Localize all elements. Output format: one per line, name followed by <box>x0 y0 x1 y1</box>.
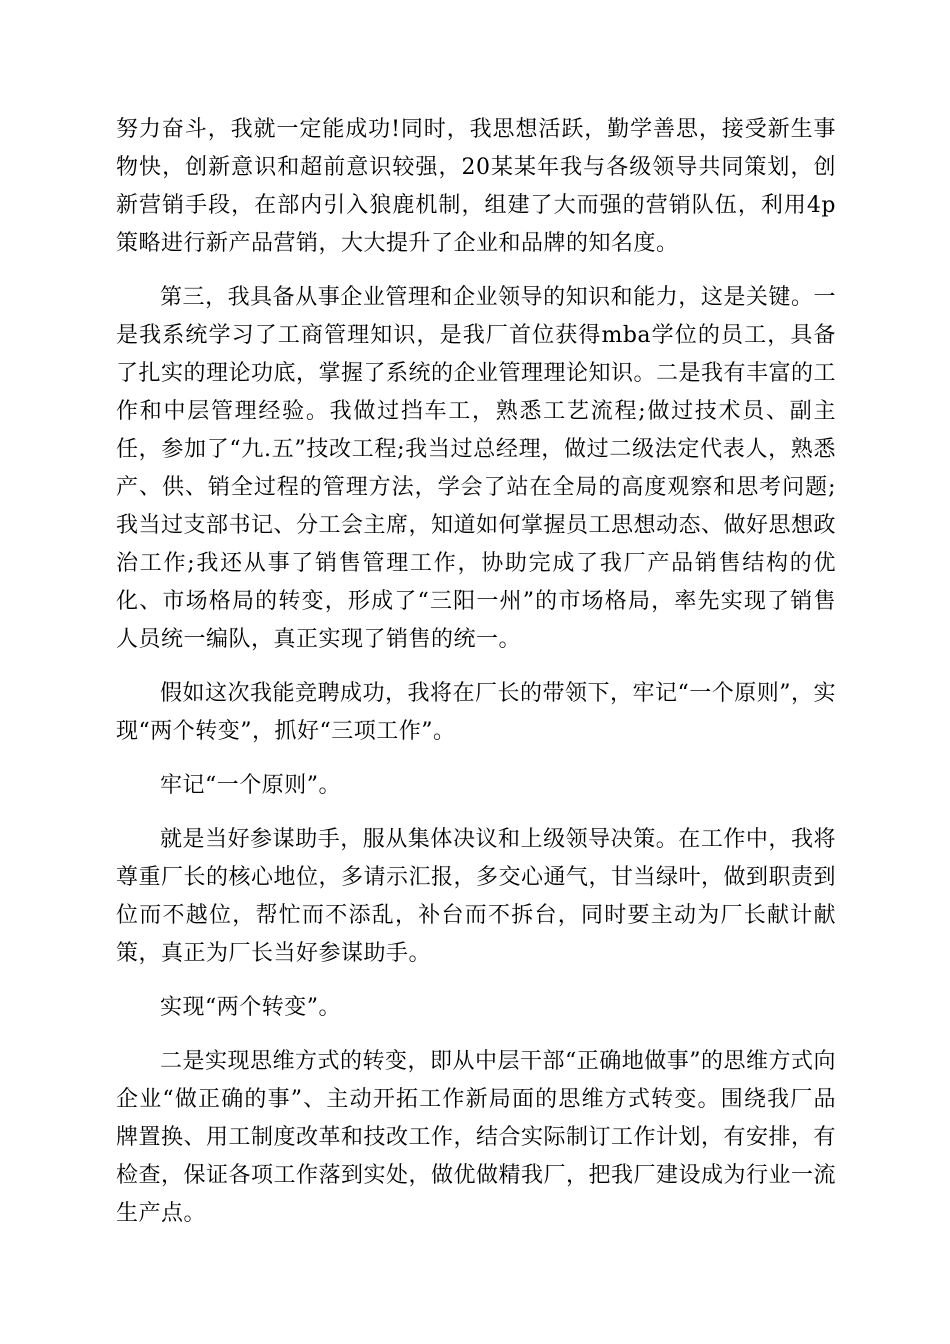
paragraph-5: 就是当好参谋助手，服从集体决议和上级领导决策。在工作中，我将尊重厂长的核心地位，多请示汇报，多交心通气，甘当绿叶，做到职责到位而不越位，帮忙而不添乱，补台而不拆台，同时要主动为厂长献计献策，真正为厂长当好参谋助手。 <box>116 827 837 966</box>
paragraph-7: 二是实现思维方式的转变，即从中层干部“正确地做事”的思维方式向企业“做正确的事”、主动开拓工作新局面的思维方式转变。围绕我厂品牌置换、用工制度改革和技改工作，结合实际制订工作计划，有安排，有检查，保证各项工作落到实处，做优做精我厂，把我厂建设成为行业一流生产点。 <box>116 1049 837 1226</box>
document-body <box>116 111 836 1249</box>
paragraph-1: 努力奋斗，我就一定能成功!同时，我思想活跃，勤学善思，接受新生事物快，创新意识和超前意识较强，20某某年我与各级领导共同策划，创新营销手段，在部内引入狼鹿机制，组建了大而强的营销队伍，利用4p策略进行新产品营销，大大提升了企业和品牌的知名度。 <box>116 117 836 256</box>
paragraph-6: 实现“两个转变”。 <box>160 995 341 1020</box>
paragraph-4: 牢记“一个原则”。 <box>160 773 341 798</box>
paragraph-3: 假如这次我能竞聘成功，我将在厂长的带领下，牢记“一个原则”，实现“两个转变”，抓好“三项工作”。 <box>116 681 836 744</box>
paragraph-2: 第三，我具备从事企业管理和企业领导的知识和能力，这是关键。一是我系统学习了工商管理知识，是我厂首位获得mba学位的员工，具备了扎实的理论功底，掌握了系统的企业管理理论知识。二是我有丰富的工作和中层管理经验。我做过挡车工，熟悉工艺流程;做过技术员、副主任，参加了“九.五”技改工程;我当过总经理，做过二级法定代表人，熟悉产、供、销全过程的管理方法，学会了站在全局的高度观察和思考问题;我当过支部书记、分工会主席，知道如何掌握员工思想动态、做好思想政治工作;我还从事了销售管理工作，协助完成了我厂产品销售结构的优化、市场格局的转变，形成了“三阳一州”的市场格局，率先实现了销售人员统一编队，真正实现了销售的统一。 <box>116 285 837 652</box>
